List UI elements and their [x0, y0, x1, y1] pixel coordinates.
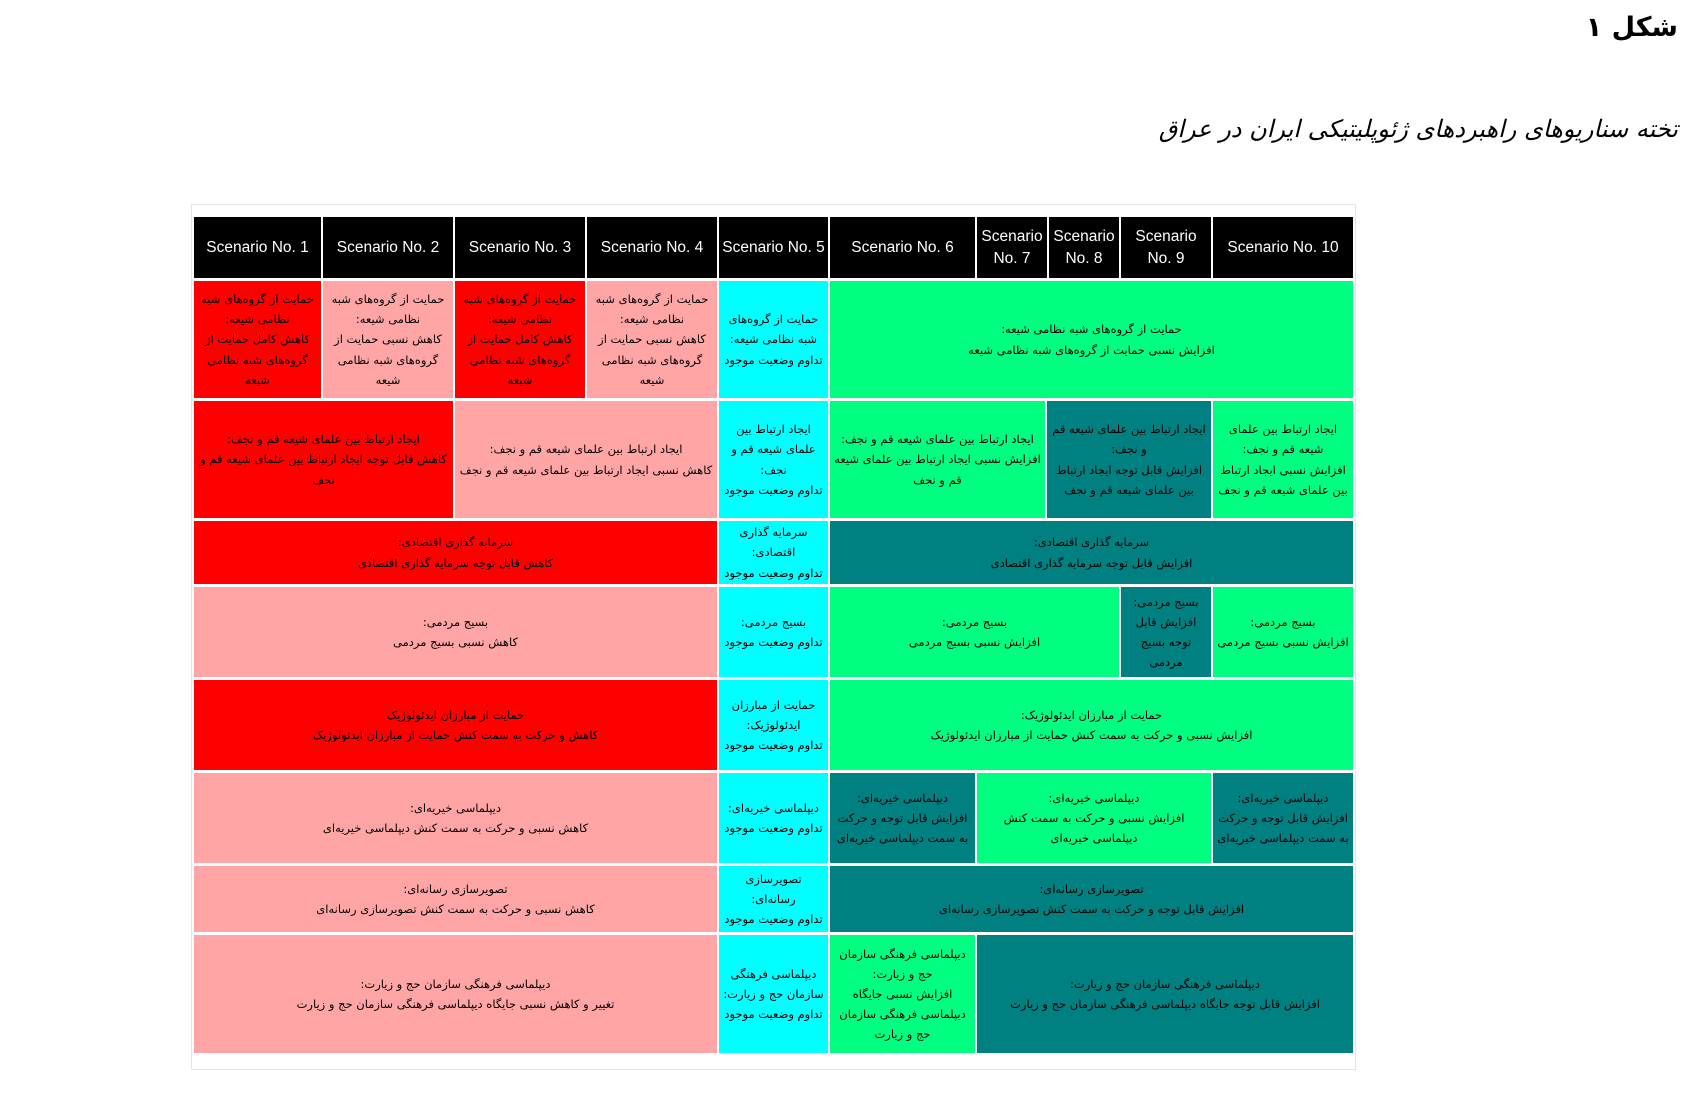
cell-desc: کاهش کامل حمایت از گروه‌های شبه نظامی شیعه — [204, 332, 311, 387]
cell-title: حمایت از گروه‌های شبه نظامی شیعه: — [331, 292, 445, 327]
cell-desc: افزایش قابل توجه و حرکت به سمت کنش تصویرسازی رسانه‌ای — [938, 902, 1245, 916]
cell-desc: تداوم وضعیت موجود — [724, 1007, 823, 1022]
scenario-board — [192, 205, 1355, 1069]
cell-title: دیپلماسی خیریه‌ای: — [857, 790, 948, 805]
cell-r4-s6-8 — [830, 587, 1119, 677]
header-label: Scenario No. 6 — [851, 238, 954, 256]
cell-desc: افزایش نسبی و حرکت به سمت کنش دیپلماسی خیریه‌ای — [1003, 810, 1185, 846]
cell-desc: تداوم وضعیت موجود — [724, 352, 823, 367]
header-scenario-2 — [323, 217, 453, 278]
cell-desc: افزایش قابل توجه ایجاد ارتباط بین علمای شیعه قم و نجف — [1055, 462, 1203, 497]
header-label: Scenario No. 2 — [336, 238, 440, 256]
cell-title: حمایت از گروه‌های شبه نظامی شیعه: — [728, 312, 819, 347]
cell-r2-s5 — [719, 401, 828, 518]
cell-r7-s5 — [719, 866, 828, 932]
cell-title: تصویرسازی رسانه‌ای: — [403, 881, 508, 896]
header-scenario-1 — [194, 217, 321, 278]
cell-title: سرمایه گذاری اقتصادی: — [739, 525, 808, 560]
cell-title: سرمایه گذاری اقتصادی: — [1033, 535, 1150, 550]
cell-title: دیپلماسی خیریه‌ای: — [728, 800, 819, 815]
header-label: Scenario No. 1 — [206, 238, 309, 256]
cell-r1-s3 — [455, 281, 585, 398]
cell-title: ایجاد ارتباط بین علمای شیعه قم و نجف: — [1228, 422, 1338, 457]
cell-title: حمایت از گروه‌های شبه نظامی شیعه: — [595, 292, 709, 327]
cell-r8-s6 — [830, 935, 975, 1053]
cell-title: دیپلماسی فرهنگی سازمان حج و زیارت: — [1070, 976, 1260, 991]
cell-desc: افزایش نسبی بسیج مردمی — [908, 635, 1041, 649]
cell-r4-s9 — [1121, 587, 1211, 677]
cell-desc: کاهش نسبی حمایت از گروه‌های شبه نظامی شیعه — [598, 332, 706, 387]
cell-desc: افزایش نسبی جایگاه دیپلماسی فرهنگی سازمان حج و زیارت — [839, 986, 966, 1042]
header-scenario-4 — [587, 217, 717, 278]
header-label: Scenario No. 5 — [722, 238, 825, 256]
cell-desc: کاهش کامل حمایت از گروه‌های شبه نظامی شیعه — [467, 332, 573, 387]
cell-r2-s8-9 — [1047, 401, 1211, 518]
cell-r1-s5 — [719, 281, 828, 398]
cell-r2-s3-4 — [455, 401, 717, 518]
cell-title: تصویرسازی رسانه‌ای: — [1039, 881, 1144, 896]
cell-title: حمایت از گروه‌های شبه نظامی شیعه: — [1001, 322, 1182, 337]
cell-r6-s7-9 — [977, 773, 1211, 863]
cell-r3-s1-4 — [194, 521, 717, 584]
cell-desc: تداوم وضعیت موجود — [724, 821, 823, 835]
cell-desc: افزایش نسبی حمایت از گروه‌های شبه نظامی شیعه — [968, 342, 1215, 357]
cell-title: دیپلماسی خیریه‌ای: — [410, 800, 501, 815]
cell-title: دیپلماسی فرهنگی سازمان حج و زیارت: — [723, 966, 824, 1001]
cell-r4-s10 — [1213, 587, 1353, 677]
cell-title: بسیج مردمی: — [1133, 594, 1199, 609]
cell-r1-s6-10 — [830, 281, 1353, 398]
cell-desc: افزایش نسبی ایجاد ارتباط بین علمای شیعه قم و نجف — [1218, 462, 1348, 497]
cell-desc: تداوم وضعیت موجود — [724, 565, 823, 580]
figure-caption: تخته سناریوهای راهبردهای ژئوپلیتیکی ایران در عراق — [1158, 115, 1678, 143]
cell-r1-s4 — [587, 281, 717, 398]
cell-title: ایجاد ارتباط بین علمای شیعه قم و نجف: — [731, 422, 816, 477]
header-scenario-3 — [455, 217, 585, 278]
header-label: Scenario No. 8 — [1053, 227, 1115, 267]
header-scenario-7 — [977, 217, 1047, 278]
cell-desc: افزایش قابل توجه و حرکت به سمت دیپلماسی خیریه‌ای — [836, 810, 969, 846]
cell-title: تصویرسازی رسانه‌ای: — [745, 871, 802, 906]
cell-title: بسیج مردمی: — [740, 614, 807, 629]
cell-r7-s1-4 — [194, 866, 717, 932]
cell-r4-s1-4 — [194, 587, 717, 677]
header-scenario-5 — [719, 217, 828, 278]
figure-heading: شکل ۱ — [1585, 12, 1678, 43]
cell-title: حمایت از گروه‌های شبه نظامی شیعه: — [201, 292, 314, 327]
cell-desc: افزایش نسبی ایجاد ارتباط بین علمای شیعه قم و نجف — [834, 452, 1041, 487]
cell-r6-s6 — [830, 773, 975, 863]
cell-desc: تداوم وضعیت موجود — [724, 738, 823, 753]
cell-desc: افزایش قابل توجه جایگاه دیپلماسی فرهنگی سازمان حج و زیارت — [1010, 997, 1320, 1011]
cell-title: بسیج مردمی: — [1250, 614, 1316, 629]
header-scenario-10 — [1213, 217, 1353, 278]
cell-r5-s5 — [719, 680, 828, 770]
header-label: Scenario No. 9 — [1135, 227, 1197, 267]
cell-r1-s1 — [194, 281, 321, 398]
cell-desc: کاهش نسبی و حرکت به سمت کنش دیپلماسی خیریه‌ای — [322, 821, 589, 835]
cell-title: حمایت از مبارزان ایدئولوژیک — [386, 707, 525, 722]
cell-desc: تداوم وضعیت موجود — [724, 635, 823, 649]
cell-title: حمایت از مبارزان ایدئولوژیک: — [1020, 707, 1163, 722]
cell-desc: کاهش قابل توجه سرمایه گذاری اقتصادی — [357, 555, 554, 570]
cell-title: بسیج مردمی: — [422, 614, 489, 629]
cell-r8-s7-10 — [977, 935, 1353, 1053]
cell-title: حمایت از گروه‌های شبه نظامی شیعه: — [463, 292, 577, 327]
cell-desc: کاهش نسبی ایجاد ارتباط بین علمای شیعه قم و نجف — [459, 462, 713, 477]
cell-r3-s6-10 — [830, 521, 1353, 584]
cell-title: ایجاد ارتباط بین علمای شیعه قم و نجف: — [489, 442, 683, 457]
cell-desc: تداوم وضعیت موجود — [724, 912, 823, 927]
cell-desc: کاهش و حرکت به سمت کنش حمایت از مبارزان ایدئولوژیک — [312, 728, 599, 742]
cell-desc: افزایش قابل توجه و حرکت به سمت دیپلماسی خیریه‌ای — [1217, 810, 1349, 846]
cell-title: دیپلماسی فرهنگی سازمان حج و زیارت: — [839, 946, 966, 981]
header-scenario-6 — [830, 217, 975, 278]
cell-desc: تغییر و کاهش نسبی جایگاه دیپلماسی فرهنگی سازمان حج و زیارت — [296, 997, 615, 1011]
cell-r5-s6-10 — [830, 680, 1353, 770]
cell-desc: افزایش قابل توجه سرمایه گذاری اقتصادی — [990, 555, 1193, 570]
cell-r6-s10 — [1213, 773, 1353, 863]
cell-desc: افزایش قابل توجه بسیج مردمی — [1135, 614, 1197, 670]
cell-r6-s5 — [719, 773, 828, 863]
cell-r2-s6-7 — [830, 401, 1045, 518]
cell-r2-s10 — [1213, 401, 1353, 518]
cell-title: بسیج مردمی: — [941, 614, 1008, 629]
cell-desc: کاهش نسبی حمایت از گروه‌های شبه نظامی شیعه — [334, 332, 442, 387]
cell-r7-s6-10 — [830, 866, 1353, 932]
cell-title: ایجاد ارتباط بین علمای شیعه قم و نجف: — [841, 432, 1034, 447]
cell-desc: کاهش نسبی و حرکت به سمت کنش تصویرسازی رسانه‌ای — [316, 902, 595, 916]
header-label: Scenario No. 4 — [600, 238, 704, 256]
cell-title: دیپلماسی خیریه‌ای: — [1048, 790, 1140, 805]
cell-desc: کاهش قابل توجه ایجاد ارتباط بین علمای شیعه قم و نجف — [200, 452, 447, 487]
cell-r6-s1-4 — [194, 773, 717, 863]
cell-r8-s5 — [719, 935, 828, 1053]
cell-title: دیپلماسی فرهنگی سازمان حج و زیارت: — [360, 976, 551, 991]
cell-r1-s2 — [323, 281, 453, 398]
header-label: Scenario No. 7 — [981, 227, 1043, 267]
header-scenario-9 — [1121, 217, 1211, 278]
cell-title: حمایت از مبارزان ایدئولوژیک: — [731, 697, 816, 732]
cell-title: ایجاد ارتباط بین علمای شیعه قم و نجف: — [227, 432, 420, 447]
cell-r2-s1-2 — [194, 401, 453, 518]
cell-r8-s1-4 — [194, 935, 717, 1053]
cell-r4-s5 — [719, 587, 828, 677]
cell-title: سرمایه گذاری اقتصادی: — [397, 535, 514, 550]
cell-desc: افزایش نسبی و حرکت به سمت کنش حمایت از مبارزان ایدئولوژیک — [930, 728, 1253, 742]
header-scenario-8 — [1049, 217, 1119, 278]
cell-r3-s5 — [719, 521, 828, 584]
cell-desc: کاهش نسبی بسیج مردمی — [393, 635, 518, 649]
cell-desc: تداوم وضعیت موجود — [724, 482, 823, 497]
cell-title: دیپلماسی خیریه‌ای: — [1237, 790, 1329, 805]
cell-r5-s1-4 — [194, 680, 717, 770]
header-label: Scenario No. 3 — [468, 238, 572, 256]
header-label: Scenario No. 10 — [1227, 238, 1339, 256]
cell-title: ایجاد ارتباط بین علمای شیعه قم و نجف: — [1052, 422, 1206, 457]
cell-desc: افزایش نسبی بسیج مردمی — [1217, 635, 1349, 649]
